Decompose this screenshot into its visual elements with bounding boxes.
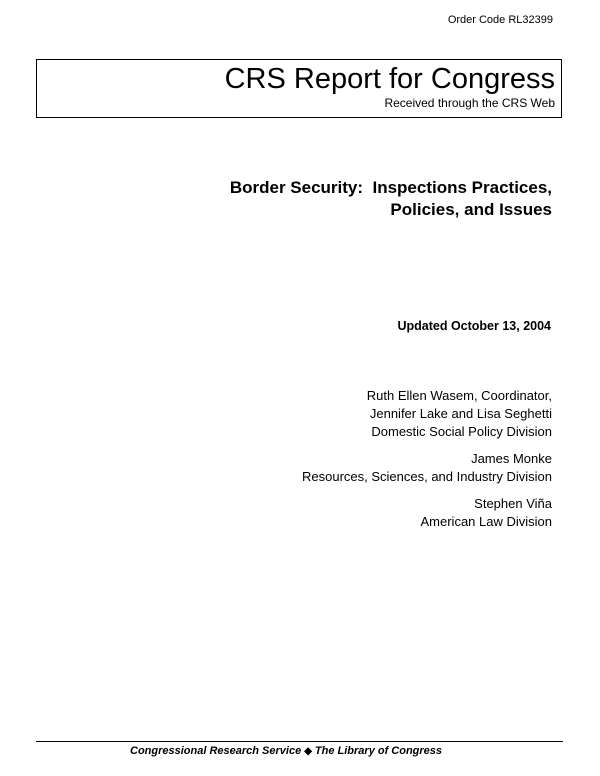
order-code: Order Code RL32399: [447, 14, 553, 26]
report-header-title: CRS Report for Congress: [224, 63, 555, 95]
author-group-coordinators: [152, 387, 552, 441]
document-title-line-2: Policies, and Issues: [390, 200, 552, 219]
author-line: Ruth Ellen Wasem, Coordinator,: [366, 388, 552, 403]
author-group-vina: [152, 495, 552, 531]
author-line: James Monke: [471, 451, 552, 466]
footer-right-text: The Library of Congress: [314, 745, 443, 757]
author-line: Stephen Viña: [474, 496, 552, 511]
author-division: Resources, Sciences, and Industry Division: [301, 469, 552, 484]
diamond-icon: ◆: [304, 746, 312, 757]
document-title: [132, 177, 552, 221]
report-header-box: [36, 59, 562, 118]
author-list: [152, 387, 552, 540]
updated-date: Updated October 13, 2004: [397, 319, 551, 333]
footer: [130, 744, 442, 759]
author-division: American Law Division: [420, 514, 552, 529]
author-line: Jennifer Lake and Lisa Seghetti: [369, 406, 552, 421]
author-division: Domestic Social Policy Division: [371, 424, 552, 439]
document-title-line-1: Border Security: Inspections Practices,: [229, 178, 552, 197]
footer-left-text: Congressional Research Service: [130, 745, 302, 757]
report-header-subtitle: Received through the CRS Web: [384, 96, 555, 110]
author-group-monke: [152, 450, 552, 486]
footer-divider: [36, 741, 563, 742]
